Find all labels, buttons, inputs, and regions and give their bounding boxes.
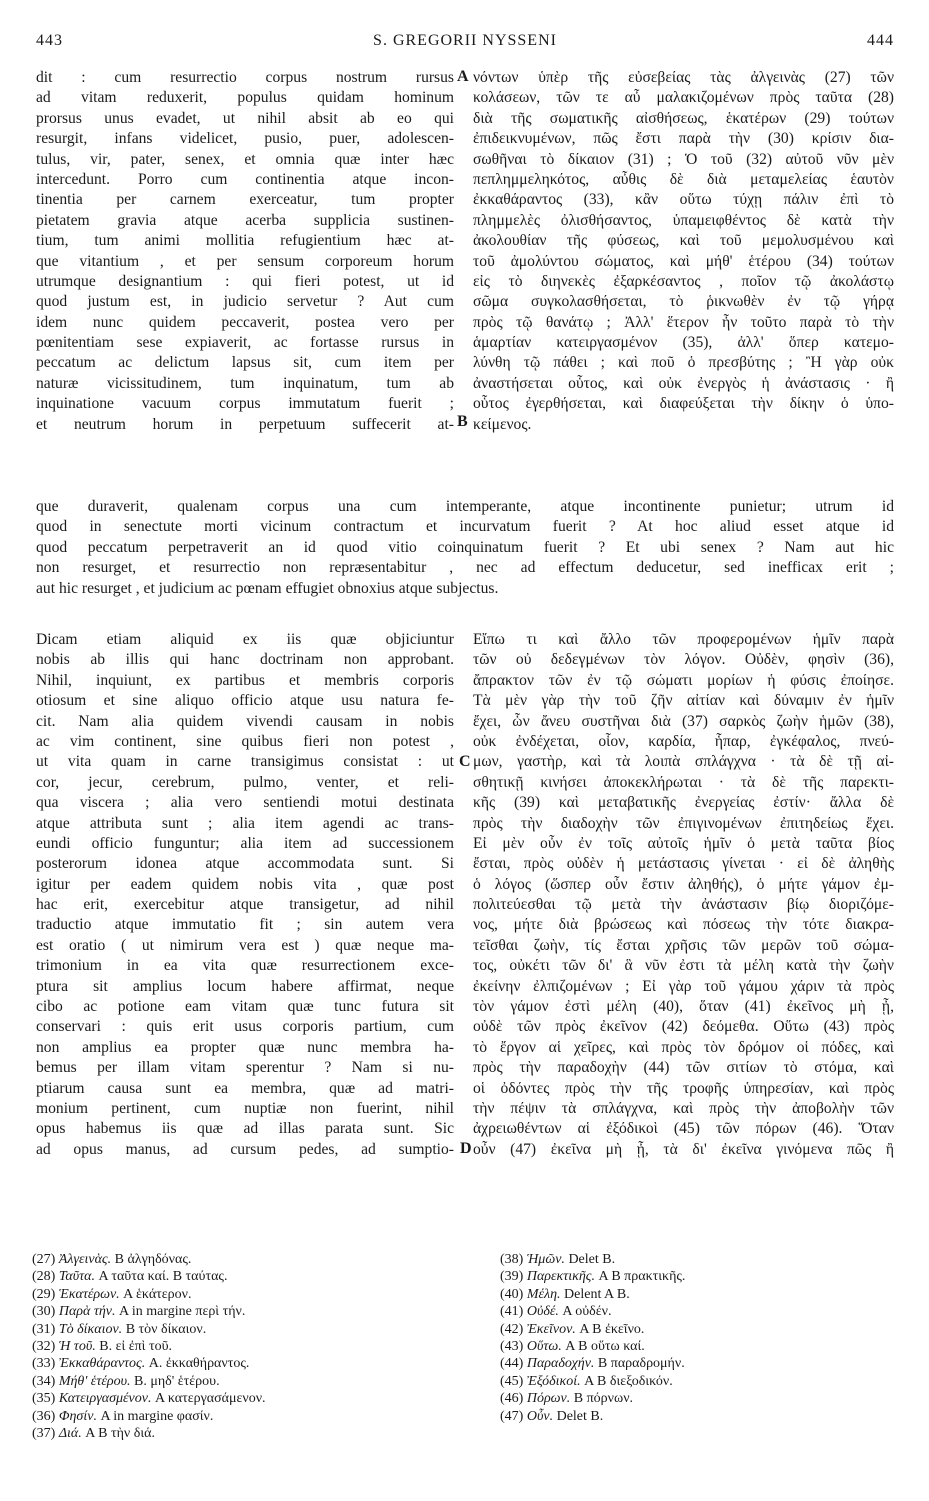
text-line: ἀκολουθίαν τῆς φύσεως, καὶ τοῦ μεμολυσμένου καὶ <box>473 232 894 250</box>
footnotes-left <box>32 1251 452 1442</box>
footnote-lemma: Οὖν. <box>526 1408 557 1424</box>
footnote-text: A οὐδέν. <box>562 1304 612 1320</box>
footnote-text: B. μηδ' ἑτέρου. <box>134 1373 220 1389</box>
text-line: eundi officio funguntur; alia item ad successionem <box>36 834 454 852</box>
text-line: πρὸς τῷ θανάτῳ ; Ἀλλ' ἕτερον ἦν τοῦτο παρὰ τὸ τὴν <box>473 313 894 331</box>
text-line: opus habemus iis quæ ad illas parata sunt. Sic <box>36 1120 454 1138</box>
footnote <box>500 1355 900 1372</box>
text-line: est oratio ( ut nimirum vera est ) quæ neque ma- <box>36 936 454 954</box>
text-line: ἔχει, ὧν ἄνευ συστῆναι διὰ (37) σαρκὸς ζωὴν ἡμῶν (38), <box>473 712 894 730</box>
footnote-text: B. εἰ ἐπὶ τοῦ. <box>99 1339 173 1355</box>
footnote-text: B ἀλγηδόνας. <box>114 1252 192 1267</box>
footnote <box>32 1303 452 1320</box>
text-line: conservari : quis erit usus corporis partium, cum <box>36 1018 454 1036</box>
margin-mark-d: D <box>460 1140 472 1157</box>
text-line: τος, οὐκέτι τῶν δι' ἃ νῦν ἐστι τὰ μέλη κατὰ τὴν ζωὴν <box>473 957 894 975</box>
left-page-number: 443 <box>36 32 63 49</box>
footnote-number: (36) <box>32 1408 59 1424</box>
text-line: κολάσεων, τῶν τε αὖ μαλακιζομένων πρὸς ταῦτα (28) <box>473 89 894 107</box>
text-line: resurgit, infans videlicet, pusio, puer, adolescen- <box>36 130 454 148</box>
text-line: cor, jecur, cerebrum, pulmo, venter, et reli- <box>36 773 454 791</box>
footnote-text: B πόρνων. <box>573 1391 634 1407</box>
footnote-lemma: Οὕτω. <box>526 1339 566 1355</box>
footnote-text: A B ἐκεῖνο. <box>579 1321 645 1337</box>
text-line: τὸν γάμον ἐστὶ μέλη (40), ὅταν (41) ἐκεῖνος μὴ ᾖ, <box>473 998 894 1016</box>
text-line: cibo ac potione eam vitam quæ tunc futura sit <box>36 998 454 1016</box>
footnote-number: (47) <box>500 1408 527 1424</box>
text-line: quod in senectute morti vicinum contractum et incurvatum fuerit ? At hoc aliud esset atque id <box>36 518 894 536</box>
text-line: ἀναστήσεται οὗτος, καὶ οὐκ ἐνεργὸς ἡ ἀνάστασις · ἢ <box>473 374 894 392</box>
footnote <box>32 1286 452 1303</box>
text-line: πεπλημμεληκότος, αὖθις δὲ διὰ μεταμελείας ἑαυτὸν <box>473 170 894 188</box>
text-line: διὰ τῆς σωματικῆς αἰσθήσεως, ἑκατέρων (29) τούτων <box>473 109 894 127</box>
text-line: οὗτος ἐγερθήσεται, καὶ διαφεύξεται τὴν δίκην ὁ ὑπο- <box>473 395 894 413</box>
text-line: ἁμαρτίαν κατειργασμένον (35), ἀλλ' ὅπερ κατεμο- <box>473 334 894 352</box>
footnote <box>500 1408 900 1425</box>
footnote <box>500 1321 900 1338</box>
text-line: nobis ab illis qui hanc doctrinam non approbant. <box>36 651 454 669</box>
text-line: ad opus manus, ad cursum pedes, ad sumptio- <box>36 1140 454 1158</box>
footnote <box>32 1425 452 1442</box>
text-line: intercedunt. Porro cum continentia atque incon- <box>36 170 454 188</box>
footnote-number: (43) <box>500 1339 527 1355</box>
text-line: ἔσται, πρὸς οὐδὲν ἡ μετάστασις γίνεται · εἰ δὲ ἀληθὴς <box>473 855 894 873</box>
text-line: κείμενος. <box>473 415 532 433</box>
text-line: σῶμα συγκολασθήσεται, τὸ ῥικνωθὲν ἐν τῷ γήρᾳ <box>473 293 894 311</box>
footnote <box>32 1321 452 1338</box>
text-line: οὐδὲ τῶν πρὸς ἐκεῖνον (42) δεόμεθα. Οὕτω (43) πρὸς <box>473 1018 894 1036</box>
footnote-lemma: Πόρων. <box>526 1391 574 1407</box>
text-line: σθητικῇ κινήσει ἀποκεκλήρωται · τὰ δὲ τῆς παρεκτι- <box>473 773 894 791</box>
text-line: pœnitentiam sese expiaverit, ac fortasse rursus in <box>36 334 454 352</box>
footnote-number: (30) <box>32 1304 59 1320</box>
footnote-text: A ἑκάτερον. <box>123 1286 192 1302</box>
footnote-lemma: Παρεκτικῆς. <box>526 1269 599 1285</box>
text-line: τὸ ἔργον αἱ χεῖρες, καὶ πρὸς τὸν δρόμον οἱ πόδες, καὶ <box>473 1038 894 1056</box>
footnotes-right <box>500 1251 900 1425</box>
text-line: ἐκείνην ἐλπιζομένων ; Εἰ γὰρ τοῦ γάμου χάριν τὰ πρὸς <box>473 977 894 995</box>
text-line: τὴν πέψιν τὰ σπλάγχνα, καὶ πρὸς τὴν ἀποβολὴν τῶν <box>473 1099 894 1117</box>
text-line: οὖν (47) ἐκεῖνα μὴ ᾖ, τὰ δι' ἐκεῖνα γινόμενα πῶς ἢ <box>473 1140 894 1158</box>
footnote-lemma: Τὸ δίκαιον. <box>58 1321 126 1337</box>
footnote-number: (31) <box>32 1321 59 1337</box>
text-line: atque attributa sunt ; alia item agendi ac trans- <box>36 814 454 832</box>
footnote-text: B τὸν δίκαιον. <box>125 1321 207 1337</box>
text-line: ut vita quam in carne transigimus consistat : ut <box>36 753 454 771</box>
text-line: τῶν οὐ δεδεγμένων τὸν λόγον. Οὐδὲν, φησὶν (36), <box>473 651 894 669</box>
footnote-lemma: Παραδοχήν. <box>526 1356 598 1372</box>
footnote-lemma: Κατειργασμένον. <box>58 1391 155 1407</box>
text-line: quod peccatum perpetraverit an id quod vitio coinquinatum fuerit ? Et ubi senex ? Nam aut hic <box>36 538 894 556</box>
footnote <box>32 1408 452 1425</box>
footnote-lemma: Ἐκεῖνον. <box>526 1321 580 1337</box>
text-line: σωθῆναι τὸ δίκαιον (31) ; Ὁ τοῦ (32) αὐτοῦ νῦν μὲν <box>473 150 894 168</box>
footnote-lemma: Ταῦτα. <box>58 1269 99 1285</box>
latin-column-bottom <box>36 630 454 1160</box>
footnote-number: (27) <box>32 1252 59 1267</box>
footnote-lemma: Ἐξόδικοί. <box>526 1373 585 1389</box>
running-title: S. GREGORII NYSSENI <box>373 32 557 49</box>
footnote-lemma: Ἡ τοῦ. <box>58 1339 100 1355</box>
latin-column-top <box>36 68 454 435</box>
footnote-text: B παραδρομήν. <box>597 1356 685 1372</box>
footnote-text: A B πρακτικῆς. <box>598 1269 686 1285</box>
footnote-number: (41) <box>500 1304 527 1320</box>
text-line: οὐκ ἐνδέχεται, οἷον, καρδία, ἧπαρ, ἐγκέφαλος, πνεύ- <box>473 732 894 750</box>
footnote-text: A κατεργασάμενον. <box>155 1391 266 1407</box>
text-line: idem nunc quidem peccaverit, postea vero per <box>36 313 454 331</box>
text-line: ἄπρακτον τῶν ἐν τῷ σώματι μορίων ἡ φύσις ἐποίησε. <box>473 671 894 689</box>
footnote-text: A B διεξοδικόν. <box>584 1373 673 1389</box>
footnote-number: (45) <box>500 1373 527 1389</box>
text-line: ἐκκαθάραντος (33), κἂν οὕτω τύχῃ πάλιν ἐπὶ τὸ <box>473 191 894 209</box>
text-line: tinentia per carnem exerceatur, tum propter <box>36 191 454 209</box>
text-line: ptura sit amplius locum habere affirmat, neque <box>36 977 454 995</box>
greek-column-top <box>473 68 894 435</box>
text-line: naturæ vicissitudinem, tum inquinatum, tum ab <box>36 374 454 392</box>
footnote-number: (37) <box>32 1426 59 1442</box>
text-line: dit : cum resurrectio corpus nostrum rursus <box>36 69 454 86</box>
footnote <box>500 1390 900 1407</box>
text-line: aut hic resurget , et judicium ac pœnam effugiet obnoxius atque subjectus. <box>36 579 499 597</box>
footnote-text: A in margine φασίν. <box>100 1408 214 1424</box>
text-line: τεῖσθαι ζωὴν, τίς ἔσται χρῆσις τῶν μερῶν τοῦ σώμα- <box>473 936 894 954</box>
text-line: traductio atque immutatio fit ; sin autem vera <box>36 916 454 934</box>
footnote-number: (34) <box>32 1373 59 1389</box>
text-line: Εἰ μὲν οὖν ἐν τοῖς αὐτοῖς ἡμῖν ὁ μετὰ ταῦτα βίος <box>473 834 894 852</box>
footnote-number: (40) <box>500 1286 527 1302</box>
footnote-number: (42) <box>500 1321 527 1337</box>
footnote-text: Delent A B. <box>564 1286 630 1302</box>
text-line: ac vim continent, sine quibus fieri non potest , <box>36 732 454 750</box>
margin-mark-b: B <box>457 413 468 430</box>
footnote-number: (38) <box>500 1252 527 1267</box>
text-line: Εἴπω τι καὶ ἄλλο τῶν προφερομένων ἡμῖν παρὰ <box>473 631 894 648</box>
text-line: Τὰ μὲν γὰρ τὴν τοῦ ζῆν αἰτίαν καὶ δύναμιν ἐν ἡμῖν <box>473 692 894 710</box>
text-line: pietatem gravia atque acerba supplicia sustinen- <box>36 211 454 229</box>
footnote <box>500 1268 900 1285</box>
footnote-text: A B τὴν διά. <box>85 1426 155 1442</box>
text-line: νος, μήτε διὰ βρώσεως καὶ πόσεως τὴν τότε διακρα- <box>473 916 894 934</box>
footnote <box>32 1268 452 1285</box>
text-line: ad vitam reduxerit, populus quidam hominum <box>36 89 454 107</box>
footnote-lemma: Φησίν. <box>58 1408 101 1424</box>
text-line: peccatum ac delictum lapsus sit, cum item per <box>36 354 454 372</box>
footnote-lemma: Οὐδέ. <box>526 1304 563 1320</box>
footnote <box>32 1373 452 1390</box>
footnote-lemma: Ἑκατέρων. <box>58 1286 124 1302</box>
text-line: qua viscera ; alia vero sentiendi motui destinata <box>36 794 454 812</box>
footnote-lemma: Ἡμῶν. <box>526 1252 569 1267</box>
footnote-text: A B οὕτω καί. <box>565 1339 645 1355</box>
footnote-text: A. ἐκκαθήραντος. <box>148 1356 250 1372</box>
text-line: que vitantium , et per sensum corporeum horum <box>36 252 454 270</box>
text-line: cit. Nam alia quidem vivendi causam in nobis <box>36 712 454 730</box>
latin-fullwidth-block <box>36 497 894 599</box>
footnote <box>500 1286 900 1303</box>
footnote-lemma: Μέλη. <box>526 1286 565 1302</box>
text-line: et neutrum horum in perpetuum suffecerit at- <box>36 415 454 433</box>
text-line: hac erit, exercebitur atque transigetur, ad nihil <box>36 896 454 914</box>
footnote-number: (39) <box>500 1269 527 1285</box>
text-line: non resurget, et resurrectio non repræsentabitur , nec ad effectum deducetur, sed inefficax erit ; <box>36 559 894 577</box>
text-line: non amplius ea propter quæ nunc membra ha- <box>36 1038 454 1056</box>
right-page-number: 444 <box>867 32 894 49</box>
text-line: ptiarum causa sunt ea membra, quæ ad matri- <box>36 1079 454 1097</box>
text-line: πρὸς τὴν διαδοχὴν τῶν ἐπιγινομένων ἐπιτηδείως ἔχει. <box>473 814 894 832</box>
footnote-lemma: Ἐκκαθάραντος. <box>58 1356 149 1372</box>
footnote <box>500 1338 900 1355</box>
text-line: μων, γαστὴρ, καὶ τὰ λοιπὰ σπλάγχνα · τὰ δὲ τῇ αἰ- <box>473 753 894 771</box>
text-line: πρὸς τὴν παραδοχὴν (44) τῶν σιτίων τὸ στόμα, καὶ <box>473 1059 894 1077</box>
text-line: igitur per eadem quidem nobis vita , quæ post <box>36 875 454 893</box>
footnote-number: (32) <box>32 1339 59 1355</box>
text-line: monium pertinent, cum nuptiæ non fuerint, nihil <box>36 1099 454 1117</box>
text-line: trimonium in ea vita quæ resurrectionem exce- <box>36 957 454 975</box>
footnote-lemma: Μήθ' ἑτέρου. <box>58 1373 134 1389</box>
text-line: τοῦ ἀμολύντου σώματος, καὶ μήθ' ἑτέρου (34) τούτων <box>473 252 894 270</box>
footnote-text: Delet B. <box>556 1408 604 1424</box>
text-line: bemus per illam vitam sperentur ? Nam si nu- <box>36 1059 454 1077</box>
text-line: πλημμελὲς ὀλισθήσαντος, ὑπαμειφθέντος δὲ κατὰ τὴν <box>473 211 894 229</box>
footnote-number: (44) <box>500 1356 527 1372</box>
text-line: πολιτεύεσθαι τῷ μετὰ τὴν ἀνάστασιν βίῳ διοριζόμε- <box>473 896 894 914</box>
footnote <box>500 1373 900 1390</box>
text-line: λύνθη τῷ πάθει ; καὶ ποῦ ὁ πρεσβύτης ; Ἢ γὰρ οὐκ <box>473 354 894 372</box>
text-line: εἰς τὸ διηνεκὲς ἐξαρκέσαντος , ποῖον τῷ ἀκολάστῳ <box>473 272 894 290</box>
footnote <box>32 1338 452 1355</box>
footnote-lemma: Ἀλγεινὰς. <box>58 1252 115 1267</box>
margin-mark-a: A <box>457 68 469 85</box>
footnote-number: (28) <box>32 1269 59 1285</box>
text-line: tulus, vir, pater, senex, et omnia quæ inter hæc <box>36 150 454 168</box>
text-line: prorsus unus evadet, ut nihil absit ab eo qui <box>36 109 454 127</box>
text-line: κῆς (39) καὶ μεταβατικῆς ἐνεργείας ἐστίν· ἄλλα δὲ <box>473 794 894 812</box>
text-line: Dicam etiam aliquid ex iis quæ objiciuntur <box>36 631 454 648</box>
text-line: que duraverit, qualenam corpus una cum intemperante, atque incontinente punietur; utrum id <box>36 498 894 515</box>
text-line: otiosum et sine aliquo officio atque usu natura fe- <box>36 692 454 710</box>
text-line: Nihil, inquiunt, ex partibus et membris corporis <box>36 671 454 689</box>
footnote <box>32 1251 452 1268</box>
footnote-lemma: Διά. <box>58 1426 86 1442</box>
text-line: ὁ λόγος (ὥσπερ οὖν ἔστιν ἀληθής), ὁ μήτε γάμον ἐμ- <box>473 875 894 893</box>
footnote-number: (29) <box>32 1286 59 1302</box>
text-line: tium, tum animi mollitia refugientium hæc at- <box>36 232 454 250</box>
footnote <box>32 1355 452 1372</box>
greek-column-bottom <box>473 630 894 1160</box>
running-header <box>36 32 894 54</box>
text-line: quod justum est, in judicio servetur ? Aut cum <box>36 293 454 311</box>
footnote-text: A in margine περὶ τήν. <box>119 1304 246 1320</box>
footnote-number: (35) <box>32 1391 59 1407</box>
margin-mark-c: C <box>459 753 471 770</box>
footnote <box>32 1390 452 1407</box>
text-line: inquinatione vacuum corpus immutatum fuerit ; <box>36 395 454 413</box>
footnote-text: Delet B. <box>568 1252 616 1267</box>
text-line: posterorum idonea atque accommodata sunt. Si <box>36 855 454 873</box>
text-line: utrumque designantium : qui fieri potest, ut id <box>36 272 454 290</box>
footnote-lemma: Παρὰ τήν. <box>58 1304 120 1320</box>
text-line: ἐπιδεικνυμένων, πῶς ἔστι παρὰ τὴν (30) κρίσιν δια- <box>473 130 894 148</box>
footnote-number: (46) <box>500 1391 527 1407</box>
text-line: νόντων ὑπὲρ τῆς εὐσεβείας τὰς ἀλγεινὰς (27) τῶν <box>473 69 894 86</box>
footnote <box>500 1251 900 1268</box>
footnote-number: (33) <box>32 1356 59 1372</box>
text-line: ἀχρειωθέντων αἱ ἐξόδικοὶ (45) τῶν πόρων (46). Ὅταν <box>473 1120 894 1138</box>
text-line: οἱ ὀδόντες πρὸς τὴν τῆς τροφῆς ὑπηρεσίαν, καὶ πρὸς <box>473 1079 894 1097</box>
footnote <box>500 1303 900 1320</box>
footnote-text: A ταῦτα καί. B ταύτας. <box>98 1269 228 1285</box>
